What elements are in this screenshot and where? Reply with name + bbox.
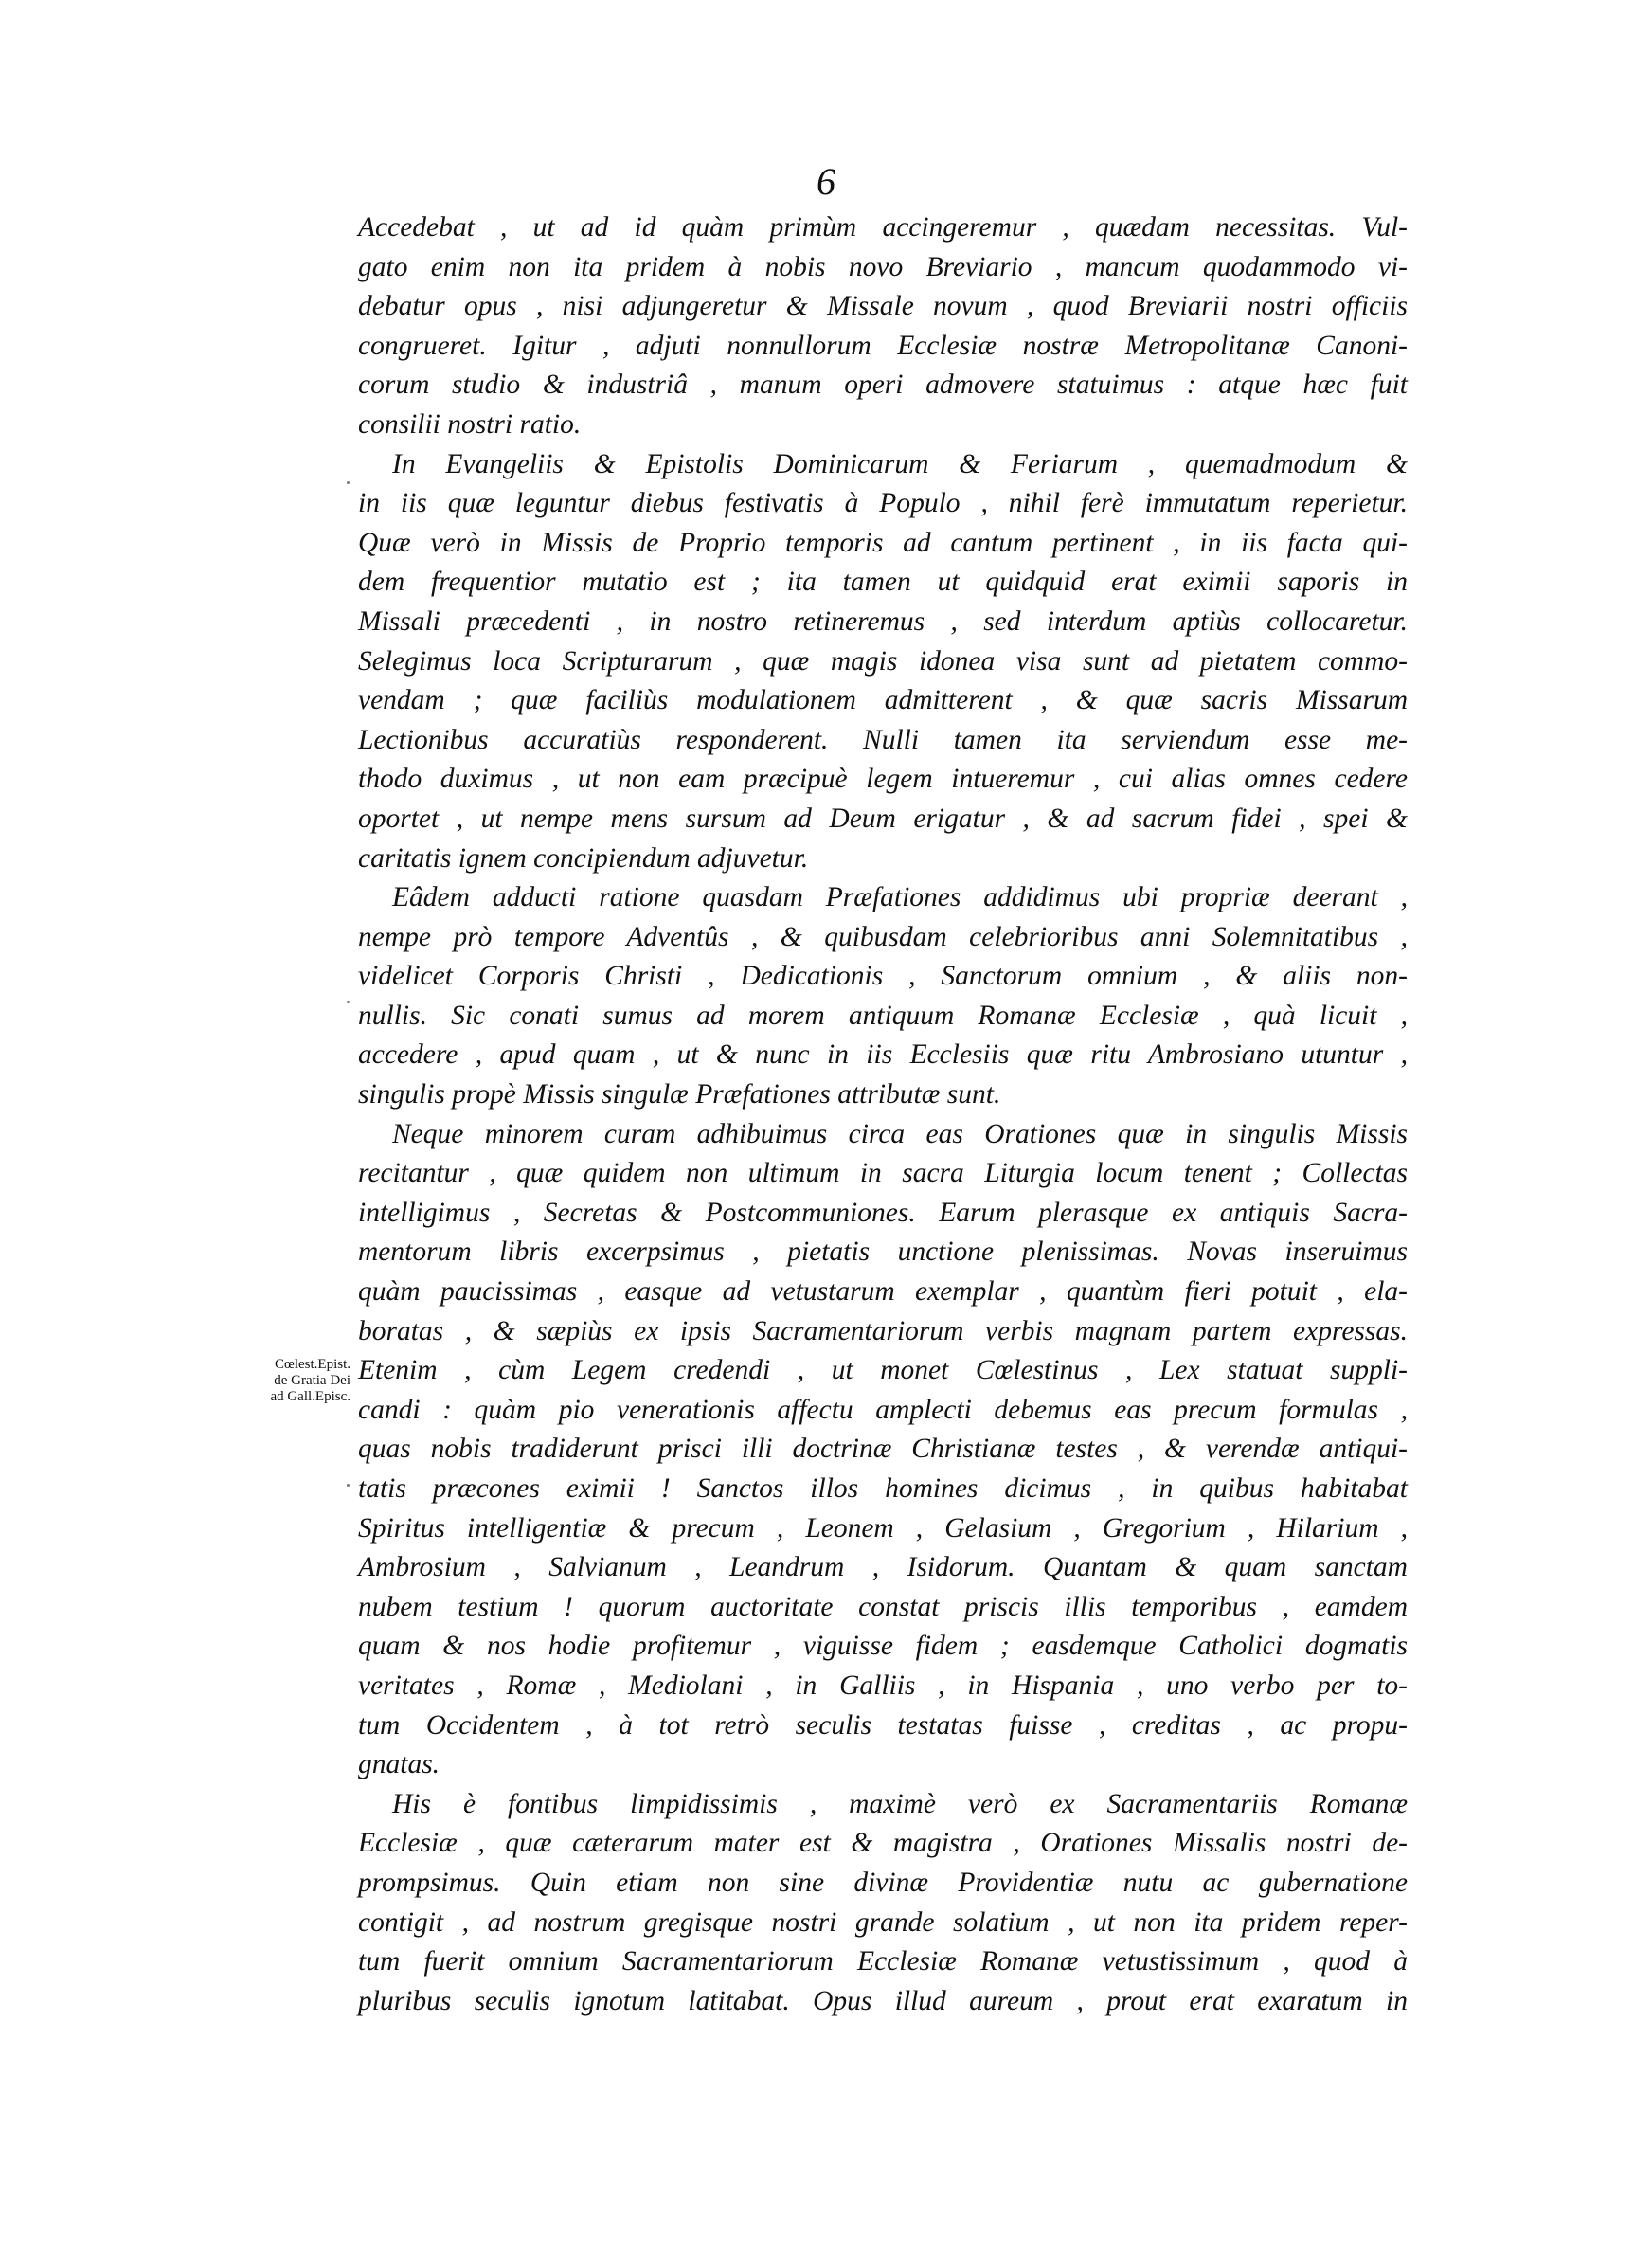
text-line: accedere , apud quam , ut & nunc in iis Ecclesiis quæ ritu Ambrosiano utuntur , bbox=[358, 1039, 1408, 1071]
text-line: Quæ verò in Missis de Proprio temporis ad cantum pertinent , in iis facta qui- bbox=[358, 527, 1408, 558]
text-line: Neque minorem curam adhibuimus circa eas Orationes quæ in singulis Missis bbox=[392, 1118, 1408, 1149]
text-line: dem frequentior mutatio est ; ita tamen ut quidquid erat eximii saporis in bbox=[358, 567, 1408, 598]
text-line: recitantur , quæ quidem non ultimum in sacra Liturgia locum tenent ; Collectas bbox=[358, 1158, 1408, 1189]
margin-note-line: de Gratia Dei bbox=[274, 1373, 350, 1388]
margin-note-line: Cœlest.Epist. bbox=[274, 1357, 350, 1372]
text-line: In Evangeliis & Epistolis Dominicarum & Feriarum , quemadmodum & bbox=[392, 448, 1408, 479]
text-line: consilii nostri ratio. bbox=[358, 408, 582, 440]
text-line: candi : quàm pio venerationis affectu amplecti debemus eas precum formulas , bbox=[358, 1394, 1408, 1425]
paragraph-3 bbox=[358, 878, 1408, 1115]
text-line: videlicet Corporis Christi , Dedicationis , Sanctorum omnium , & aliis non- bbox=[358, 961, 1408, 992]
text-line: Missali præcedenti , in nostro retineremus , sed interdum aptiùs collocaretur. bbox=[358, 605, 1408, 637]
text-line: congrueret. Igitur , adjuti nonnullorum Ecclesiæ nostræ Metropolitanæ Canoni- bbox=[358, 330, 1408, 361]
text-line: quàm paucissimas , easque ad vetustarum exemplar , quantùm fieri potuit , ela- bbox=[358, 1276, 1408, 1308]
text-line: boratas , & sæpiùs ex ipsis Sacramentariorum verbis magnam partem expressas. bbox=[358, 1315, 1408, 1346]
text-line: Spiritus intelligentiæ & precum , Leonem , Gelasium , Gregorium , Hilarium , bbox=[358, 1512, 1408, 1544]
margin-note bbox=[248, 1357, 350, 1405]
text-line: nempe prò tempore Adventûs , & quibusdam celebrioribus anni Solemnitatibus , bbox=[358, 921, 1408, 952]
text-line: tum fuerit omnium Sacramentariorum Ecclesiæ Romanæ vetustissimum , quod à bbox=[358, 1946, 1408, 1977]
text-line: veritates , Romæ , Mediolani , in Galliis , in Hispania , uno verbo per to- bbox=[358, 1670, 1408, 1701]
text-line: intelligimus , Secretas & Postcommuniones. Earum plerasque ex antiquis Sacra- bbox=[358, 1197, 1408, 1228]
text-line: Ambrosium , Salvianum , Leandrum , Isidorum. Quantam & quam sanctam bbox=[358, 1552, 1408, 1583]
paragraph-2 bbox=[358, 445, 1408, 879]
margin-dot bbox=[347, 1001, 350, 1003]
text-line: in iis quæ leguntur diebus festivatis à Populo , nihil ferè immutatum reperietur. bbox=[358, 488, 1408, 519]
text-line: debatur opus , nisi adjungeretur & Missale novum , quod Breviarii nostri officiis bbox=[358, 291, 1408, 322]
text-line: prompsimus. Quin etiam non sine divinæ Providentiæ nutu ac gubernatione bbox=[358, 1867, 1408, 1898]
text-line: caritatis ignem concipiendum adjuvetur. bbox=[358, 842, 809, 874]
text-line: Accedebat , ut ad id quàm primùm accingeremur , quædam necessitas. Vul- bbox=[358, 212, 1408, 243]
text-line: quam & nos hodie profitemur , viguisse fidem ; easdemque Catholici dogmatis bbox=[358, 1631, 1408, 1662]
text-line: Etenim , cùm Legem credendi , ut monet Cœlestinus , Lex statuat suppli- bbox=[358, 1355, 1408, 1386]
text-block bbox=[358, 208, 1408, 2021]
margin-dot bbox=[347, 1484, 350, 1487]
paragraph-1 bbox=[358, 208, 1408, 445]
text-line: Selegimus loca Scripturarum , quæ magis idonea visa sunt ad pietatem commo- bbox=[358, 645, 1408, 677]
text-line: Ecclesiæ , quæ cæterarum mater est & magistra , Orationes Missalis nostri de- bbox=[358, 1828, 1408, 1859]
text-line: His è fontibus limpidissimis , maximè verò ex Sacramentariis Romanæ bbox=[392, 1788, 1408, 1819]
text-line: pluribus seculis ignotum latitabat. Opus illud aureum , prout erat exaratum in bbox=[358, 1985, 1408, 2016]
text-line: quas nobis tradiderunt prisci illi doctrinæ Christianæ testes , & verendæ antiqui- bbox=[358, 1434, 1408, 1465]
text-line: nubem testium ! quorum auctoritate constat priscis illis temporibus , eamdem bbox=[358, 1591, 1408, 1622]
text-line: oportet , ut nempe mens sursum ad Deum erigatur , & ad sacrum fidei , spei & bbox=[358, 803, 1408, 834]
margin-note-line: ad Gall.Episc. bbox=[270, 1389, 350, 1404]
text-line: gnatas. bbox=[358, 1749, 440, 1780]
page-number: 6 bbox=[817, 160, 835, 203]
text-line: vendam ; quæ faciliùs modulationem admitterent , & quæ sacris Missarum bbox=[358, 685, 1408, 716]
text-line: tum Occidentem , à tot retrò seculis testatas fuisse , creditas , ac propu- bbox=[358, 1709, 1408, 1741]
text-line: contigit , ad nostrum gregisque nostri grande solatium , ut non ita pridem reper- bbox=[358, 1906, 1408, 1938]
text-line: tatis præcones eximii ! Sanctos illos homines dicimus , in quibus habitabat bbox=[358, 1473, 1408, 1504]
paragraph-5 bbox=[358, 1785, 1408, 2022]
text-line: gato enim non ita pridem à nobis novo Breviario , mancum quodammodo vi- bbox=[358, 251, 1408, 282]
text-line: nullis. Sic conati sumus ad morem antiquum Romanæ Ecclesiæ , quà licuit , bbox=[358, 1000, 1408, 1031]
margin-dot bbox=[347, 481, 350, 484]
text-line: Eâdem adducti ratione quasdam Præfationes addidimus ubi propriæ deerant , bbox=[392, 882, 1408, 913]
text-line: corum studio & industriâ , manum operi admovere statuimus : atque hæc fuit bbox=[358, 370, 1408, 401]
paragraph-4 bbox=[358, 1115, 1408, 1785]
text-line: singulis propè Missis singulæ Præfationes attributæ sunt. bbox=[358, 1079, 1001, 1110]
text-line: Lectionibus accuratiùs responderent. Nulli tamen ita serviendum esse me- bbox=[358, 724, 1408, 755]
text-line: thodo duximus , ut non eam præcipuè legem intueremur , cui alias omnes cedere bbox=[358, 764, 1408, 795]
text-line: mentorum libris excerpsimus , pietatis unctione plenissimas. Novas inseruimus bbox=[358, 1237, 1408, 1268]
